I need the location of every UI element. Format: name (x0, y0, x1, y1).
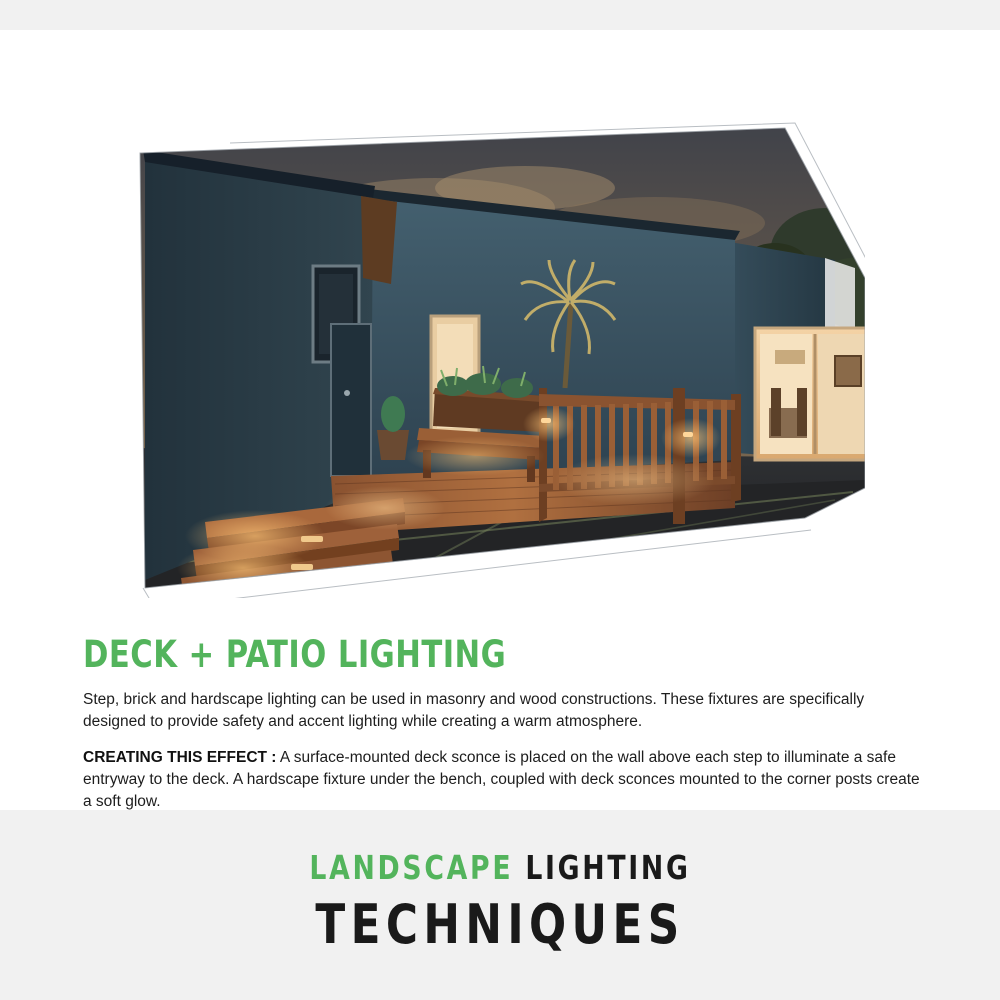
effect-paragraph (83, 747, 923, 813)
text-block (83, 635, 923, 827)
effect-text: A surface-mounted deck sconce is placed on the wall above each step to illuminate a safe entryway to the deck. A hardscape fixture under the bench, coupled with deck sconces mounted to the corner posts create a soft glow. (83, 749, 920, 810)
illustration-figure (135, 88, 865, 598)
footer (0, 810, 1000, 1000)
night-rendering-deck-patio-with-lighting (135, 88, 865, 598)
effect-label: CREATING THIS EFFECT : (83, 749, 277, 766)
description-paragraph: Step, brick and hardscape lighting can be used in masonry and wood constructions. These fixtures are specifically designed to provide safety and accent lighting while creating a warm atmosphere. (83, 691, 865, 730)
footer-word-landscape: LANDSCAPE (309, 848, 514, 887)
content-panel (0, 30, 1000, 810)
page-title: DECK + PATIO LIGHTING (83, 633, 507, 676)
footer-title-line2: TECHNIQUES (315, 893, 685, 956)
footer-word-lighting: LIGHTING (525, 848, 691, 887)
footer-title-line1 (50, 848, 950, 887)
